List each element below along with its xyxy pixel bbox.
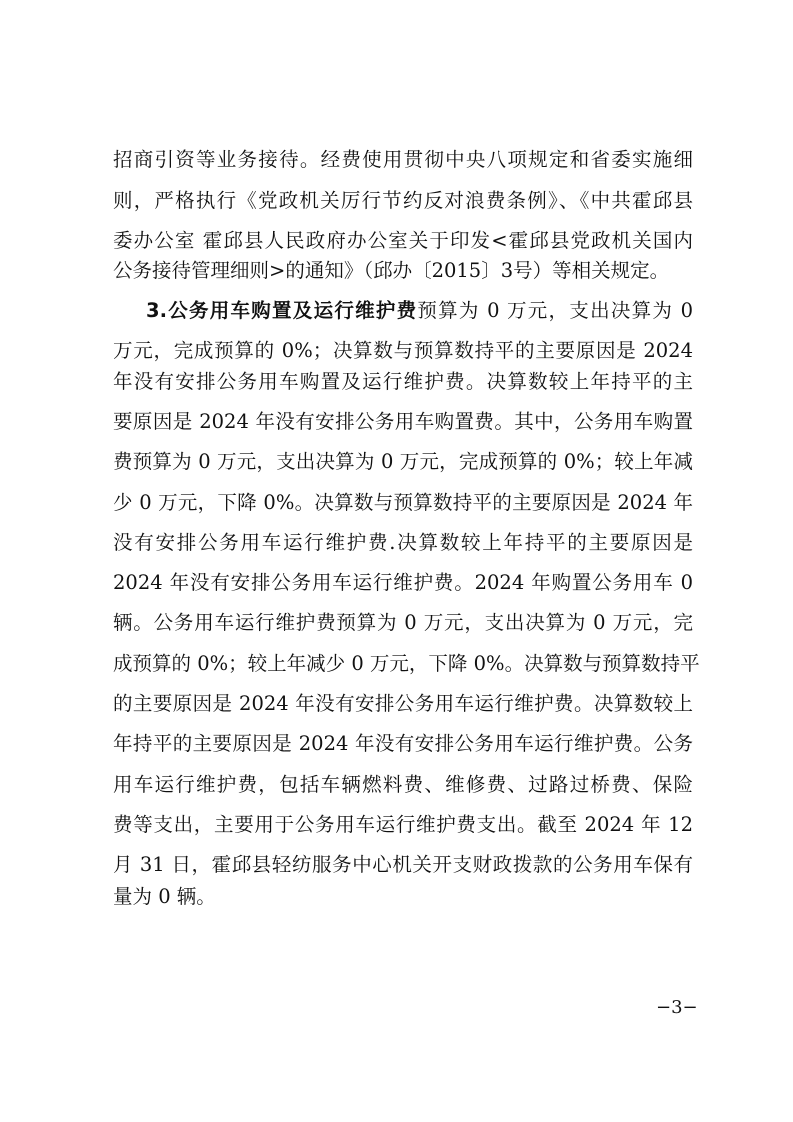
paragraph-line: 招商引资等业务接待。经费使用贯彻中央八项规定和省委实施细 bbox=[113, 148, 693, 171]
paragraph-line: 年持平的主要原因是 2024 年没有安排公务用车运行维护费。公务 bbox=[113, 732, 693, 755]
paragraph-line: 年没有安排公务用车购置及运行维护费。决算数较上年持平的主 bbox=[113, 370, 693, 393]
paragraph-line: 成预算的 0%；较上年减少 0 万元，下降 0%。决算数与预算数持平 bbox=[113, 652, 700, 675]
paragraph-line: 要原因是 2024 年没有安排公务用车购置费。其中，公务用车购置 bbox=[113, 410, 693, 433]
section-3-first-line bbox=[146, 296, 693, 326]
paragraph-line: 则，严格执行《党政机关厉行节约反对浪费条例》、《中共霍邱县 bbox=[113, 189, 693, 212]
paragraph-line: 辆。公务用车运行维护费预算为 0 万元，支出决算为 0 万元，完 bbox=[113, 611, 693, 634]
paragraph-line: 费等支出，主要用于公务用车运行维护费支出。截至 2024 年 12 bbox=[113, 813, 693, 836]
paragraph-line: 的主要原因是 2024 年没有安排公务用车运行维护费。决算数较上 bbox=[113, 692, 693, 715]
paragraph-line: 用车运行维护费，包括车辆燃料费、维修费、过路过桥费、保险 bbox=[113, 773, 693, 796]
paragraph-line: 2024 年没有安排公务用车运行维护费。2024 年购置公务用车 0 bbox=[113, 571, 693, 594]
page-number: −3− bbox=[656, 997, 698, 1018]
section-3-heading: 3.公务用车购置及运行维护费 bbox=[146, 299, 418, 322]
paragraph-line: 万元，完成预算的 0%；决算数与预算数持平的主要原因是 2024 bbox=[113, 339, 693, 362]
section-3-first-line-text: 预算为 0 万元，支出决算为 0 bbox=[417, 299, 693, 322]
paragraph-line: 费预算为 0 万元，支出决算为 0 万元，完成预算的 0%；较上年减 bbox=[113, 450, 693, 473]
paragraph-line: 月 31 日，霍邱县轻纺服务中心机关开支财政拨款的公务用车保有 bbox=[113, 853, 693, 876]
paragraph-line: 没有安排公务用车运行维护费.决算数较上年持平的主要原因是 bbox=[113, 531, 693, 554]
paragraph-line: 少 0 万元，下降 0%。决算数与预算数持平的主要原因是 2024 年 bbox=[113, 491, 693, 514]
paragraph-line: 公务接待管理细则>的通知》（邱办〔2015〕3号）等相关规定。 bbox=[113, 259, 670, 282]
paragraph-line: 委办公室 霍邱县人民政府办公室关于印发<霍邱县党政机关国内 bbox=[113, 229, 693, 252]
paragraph-line: 量为 0 辆。 bbox=[113, 885, 216, 908]
